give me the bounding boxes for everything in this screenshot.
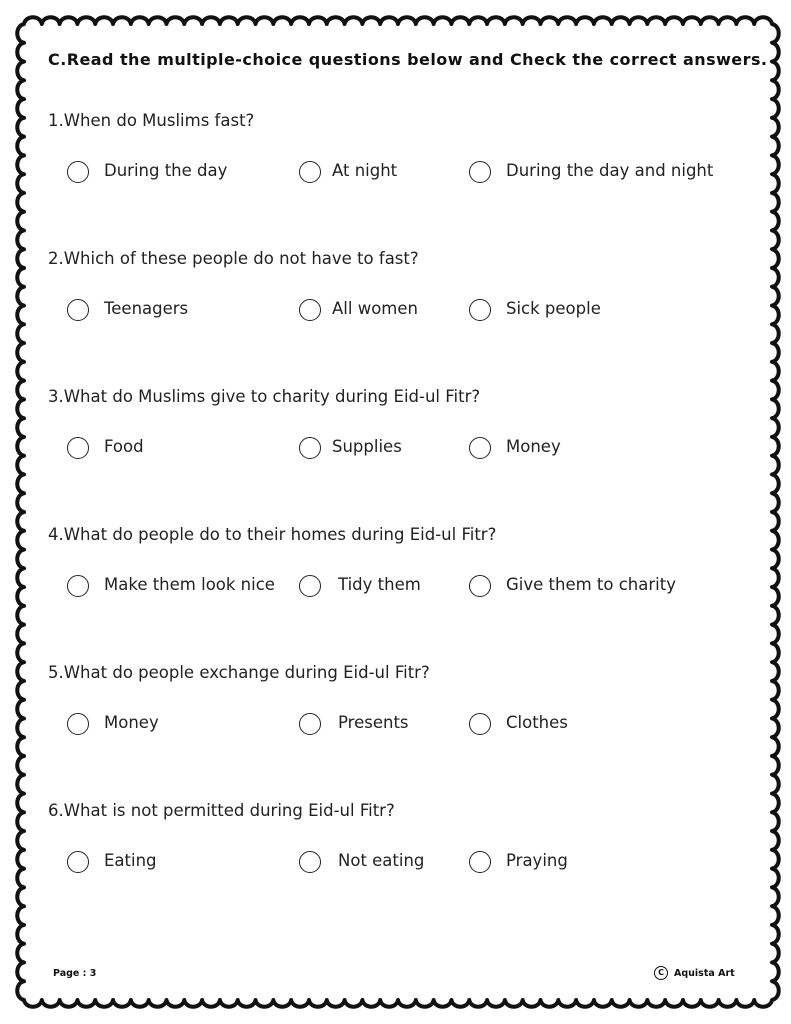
question-5-text: 5.What do people exchange during Eid-ul Fitr? (48, 663, 430, 682)
radio-circle-icon[interactable] (299, 575, 321, 597)
radio-circle-icon[interactable] (469, 161, 491, 183)
question-4-text: 4.What do people do to their homes during Eid-ul Fitr? (48, 525, 497, 544)
radio-circle-icon[interactable] (299, 299, 321, 321)
q5-option-c[interactable]: Clothes (469, 713, 568, 735)
q5-option-b[interactable]: Presents (299, 713, 409, 735)
radio-circle-icon[interactable] (469, 851, 491, 873)
brand-name: Aquista Art (674, 967, 735, 979)
q1-option-c[interactable]: During the day and night (469, 161, 713, 183)
q3-option-c[interactable]: Money (469, 437, 561, 459)
radio-circle-icon[interactable] (469, 299, 491, 321)
radio-circle-icon[interactable] (299, 437, 321, 459)
radio-circle-icon[interactable] (67, 299, 89, 321)
copyright-icon: C (654, 966, 668, 980)
radio-circle-icon[interactable] (67, 851, 89, 873)
question-3-text: 3.What do Muslims give to charity during Eid-ul Fitr? (48, 387, 481, 406)
radio-circle-icon[interactable] (67, 713, 89, 735)
q5-option-a[interactable]: Money (67, 713, 159, 735)
q4-option-c[interactable]: Give them to charity (469, 575, 676, 597)
q3-option-b[interactable]: Supplies (299, 437, 402, 459)
question-6-text: 6.What is not permitted during Eid-ul Fitr? (48, 801, 395, 820)
q1-option-a[interactable]: During the day (67, 161, 227, 183)
radio-circle-icon[interactable] (469, 575, 491, 597)
q6-option-b[interactable]: Not eating (299, 851, 424, 873)
question-2-text: 2.Which of these people do not have to fast? (48, 249, 419, 268)
copyright-credit (654, 966, 735, 980)
radio-circle-icon[interactable] (67, 161, 89, 183)
radio-circle-icon[interactable] (67, 437, 89, 459)
radio-circle-icon[interactable] (299, 713, 321, 735)
radio-circle-icon[interactable] (67, 575, 89, 597)
q4-option-a[interactable]: Make them look nice (67, 575, 275, 597)
instructions-heading: C.Read the multiple-choice questions below and Check the correct answers. (48, 50, 768, 69)
q6-option-a[interactable]: Eating (67, 851, 157, 873)
q6-option-c[interactable]: Praying (469, 851, 568, 873)
q2-option-a[interactable]: Teenagers (67, 299, 188, 321)
q3-option-a[interactable]: Food (67, 437, 144, 459)
question-1-text: 1.When do Muslims fast? (48, 111, 255, 130)
q4-option-b[interactable]: Tidy them (299, 575, 421, 597)
q1-option-b[interactable]: At night (299, 161, 397, 183)
q2-option-b[interactable]: All women (299, 299, 418, 321)
radio-circle-icon[interactable] (469, 437, 491, 459)
radio-circle-icon[interactable] (469, 713, 491, 735)
q2-option-c[interactable]: Sick people (469, 299, 601, 321)
radio-circle-icon[interactable] (299, 851, 321, 873)
radio-circle-icon[interactable] (299, 161, 321, 183)
page-number: Page : 3 (53, 968, 97, 979)
